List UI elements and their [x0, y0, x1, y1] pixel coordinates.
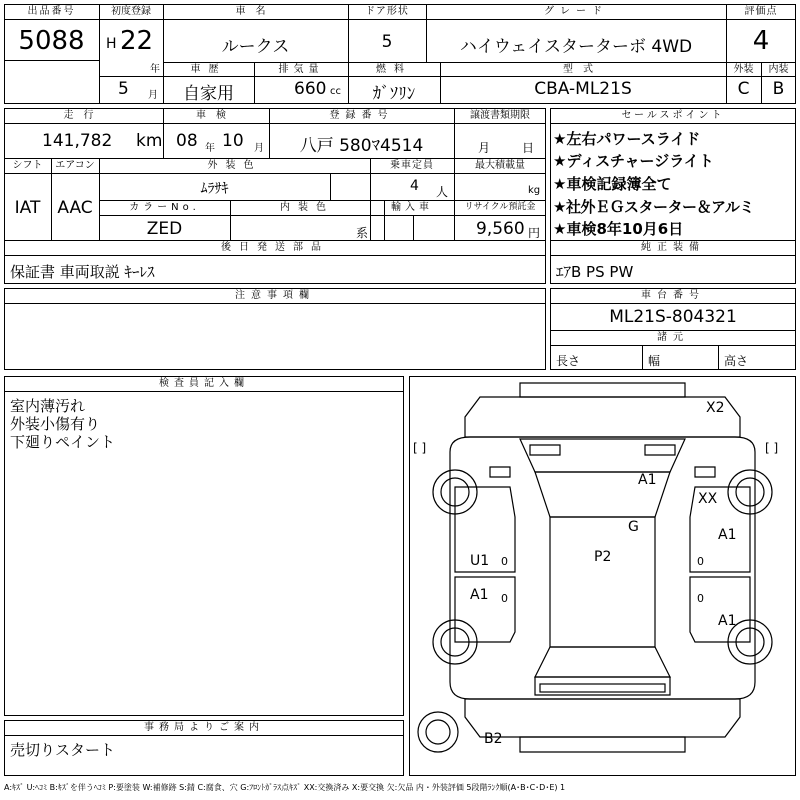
max-load-header: 最大積載量 — [475, 160, 525, 171]
sales-point: ★車検8年10月6日 — [553, 220, 684, 238]
era: H — [106, 36, 117, 52]
fuel-value: ｶﾞｿﾘﾝ — [372, 84, 416, 104]
equipment-value: ｴｱB PS PW — [556, 263, 634, 281]
bracket-left: [ ] — [413, 441, 427, 455]
displacement-value: 660 — [294, 79, 327, 99]
inspection-month-unit: 月 — [254, 143, 264, 154]
mileage-header: 走行 — [63, 110, 104, 121]
mileage-unit: km — [136, 131, 163, 151]
history-header: 車歴 — [190, 64, 227, 75]
damage-mark: G — [628, 519, 639, 535]
damage-mark: A1 — [718, 613, 737, 629]
sales-header: セールスポイント — [621, 110, 725, 121]
capacity-header: 乗車定員 — [390, 160, 434, 171]
car-name: ルークス — [221, 37, 290, 57]
max-load-unit: kg — [528, 185, 541, 196]
reg-no-value: 八戸 580ﾏ4514 — [299, 136, 424, 156]
chassis-header: 車台番号 — [641, 290, 705, 301]
inspection-header: 車検 — [196, 110, 236, 121]
sales-point: ★ディスチャージライト — [553, 152, 714, 170]
notes-header: 注意事項欄 — [235, 290, 315, 301]
width-label: 幅 — [648, 354, 661, 368]
capacity-value: 4 — [410, 178, 419, 194]
model-header: 型式 — [563, 64, 603, 75]
lot-header: 出品番号 — [27, 6, 76, 17]
exterior-grade: C — [737, 79, 750, 99]
transfer-month: 月 — [478, 141, 491, 155]
lot-number: 5088 — [18, 26, 85, 56]
damage-mark: A1 — [470, 587, 489, 603]
car-name-header: 車名 — [235, 6, 276, 17]
later-parts-value: 保証書 車両取説 ｷｰﾚｽ — [10, 263, 155, 281]
exterior-header: 外装 — [733, 64, 754, 75]
inspector-line: 下廻りペイント — [10, 433, 116, 451]
legend: A:ｷｽﾞ U:ﾍｺﾐ B:ｷｽﾞを伴うﾍｺﾐ P:要塗装 W:補修跡 S:錆 C:腐食、穴 G:ﾌﾛﾝﾄｶﾞﾗｽ点ｷｽﾞ XX:交換済み X:要交換 欠:欠品 内・外装評価 5段階ﾗﾝｸ順(A･B･C･D･E) 1 — [4, 783, 566, 792]
zero-mark: 0 — [501, 555, 508, 568]
damage-mark: X2 — [706, 400, 725, 416]
color-no-value: ZED — [146, 219, 183, 239]
capacity-unit: 人 — [436, 185, 449, 199]
zero-mark: 0 — [697, 555, 704, 568]
door-value: 5 — [381, 32, 393, 52]
damage-mark: XX — [698, 491, 718, 507]
zero-mark: 0 — [697, 592, 704, 605]
color-no-header: カラーNo. — [129, 202, 200, 213]
recycle-value: 9,560 — [476, 219, 525, 239]
later-parts-header: 後日発送部品 — [221, 242, 329, 253]
history-value: 自家用 — [183, 84, 234, 104]
fuel-header: 燃料 — [376, 64, 412, 75]
dims-header: 諸元 — [657, 332, 689, 343]
grade-value: ハイウェイスターターボ 4WD — [459, 37, 693, 57]
transfer-header: 譲渡書類期限 — [470, 110, 530, 121]
score-value: 4 — [752, 26, 770, 56]
grade-header: グレード — [544, 6, 608, 17]
ac-header: エアコン — [55, 160, 95, 171]
model-value: CBA-ML21S — [534, 79, 632, 99]
inspector-line: 外装小傷有り — [10, 415, 101, 433]
ac-value: AAC — [57, 198, 93, 218]
inspector-header: 検査員記入欄 — [159, 378, 249, 389]
damage-mark: P2 — [594, 549, 612, 565]
bracket-right: [ ] — [765, 441, 779, 455]
month-unit: 月 — [148, 90, 158, 101]
equipment-header: 純正装備 — [641, 242, 705, 253]
shift-header: シフト — [12, 160, 43, 171]
displacement-header: 排気量 — [278, 64, 324, 75]
int-color-suffix: 系 — [356, 226, 369, 240]
ext-color-header: 外装色 — [207, 160, 262, 171]
sales-point: ★左右パワースライド — [553, 130, 701, 148]
reg-year: 22 — [120, 26, 154, 56]
inspection-year: 08 — [176, 131, 198, 151]
chassis-value: ML21S-804321 — [609, 307, 737, 327]
damage-mark: U1 — [470, 553, 490, 569]
first-reg-header: 初度登録 — [111, 6, 151, 17]
mileage-value: 141,782 — [42, 131, 113, 151]
height-label: 高さ — [724, 354, 749, 368]
office-text: 売切りスタート — [10, 741, 116, 759]
office-header: 事務局よりご案内 — [144, 722, 264, 733]
transfer-day: 日 — [522, 141, 535, 155]
recycle-header: リサイクル預託金 — [464, 202, 536, 212]
score-header: 評価点 — [744, 6, 778, 17]
damage-mark: B2 — [484, 731, 503, 747]
int-color-header: 内装色 — [280, 202, 334, 213]
shift-value: IAT — [14, 198, 41, 218]
sales-point: ★社外ＥＧスターター＆アルミ — [553, 198, 754, 216]
ext-color-value: ﾑﾗｻｷ — [200, 181, 229, 197]
inspection-year-unit: 年 — [205, 143, 215, 154]
damage-mark: A1 — [718, 527, 737, 543]
door-header: ドア形状 — [365, 6, 409, 17]
sales-point: ★車検記録簿全て — [553, 175, 672, 193]
year-unit: 年 — [150, 64, 160, 75]
inspection-month: 10 — [222, 131, 244, 151]
interior-grade: B — [772, 79, 785, 99]
displacement-unit: cc — [330, 86, 341, 97]
recycle-unit: 円 — [528, 226, 541, 240]
zero-mark: 0 — [501, 592, 508, 605]
interior-header: 内装 — [768, 64, 789, 75]
reg-month: 5 — [118, 79, 129, 99]
damage-mark: A1 — [638, 472, 657, 488]
import-header: 輸入車 — [391, 202, 433, 213]
reg-no-header: 登録番号 — [329, 110, 394, 121]
inspector-line: 室内薄汚れ — [10, 397, 86, 415]
car-diagram — [409, 376, 796, 776]
length-label: 長さ — [556, 354, 581, 368]
